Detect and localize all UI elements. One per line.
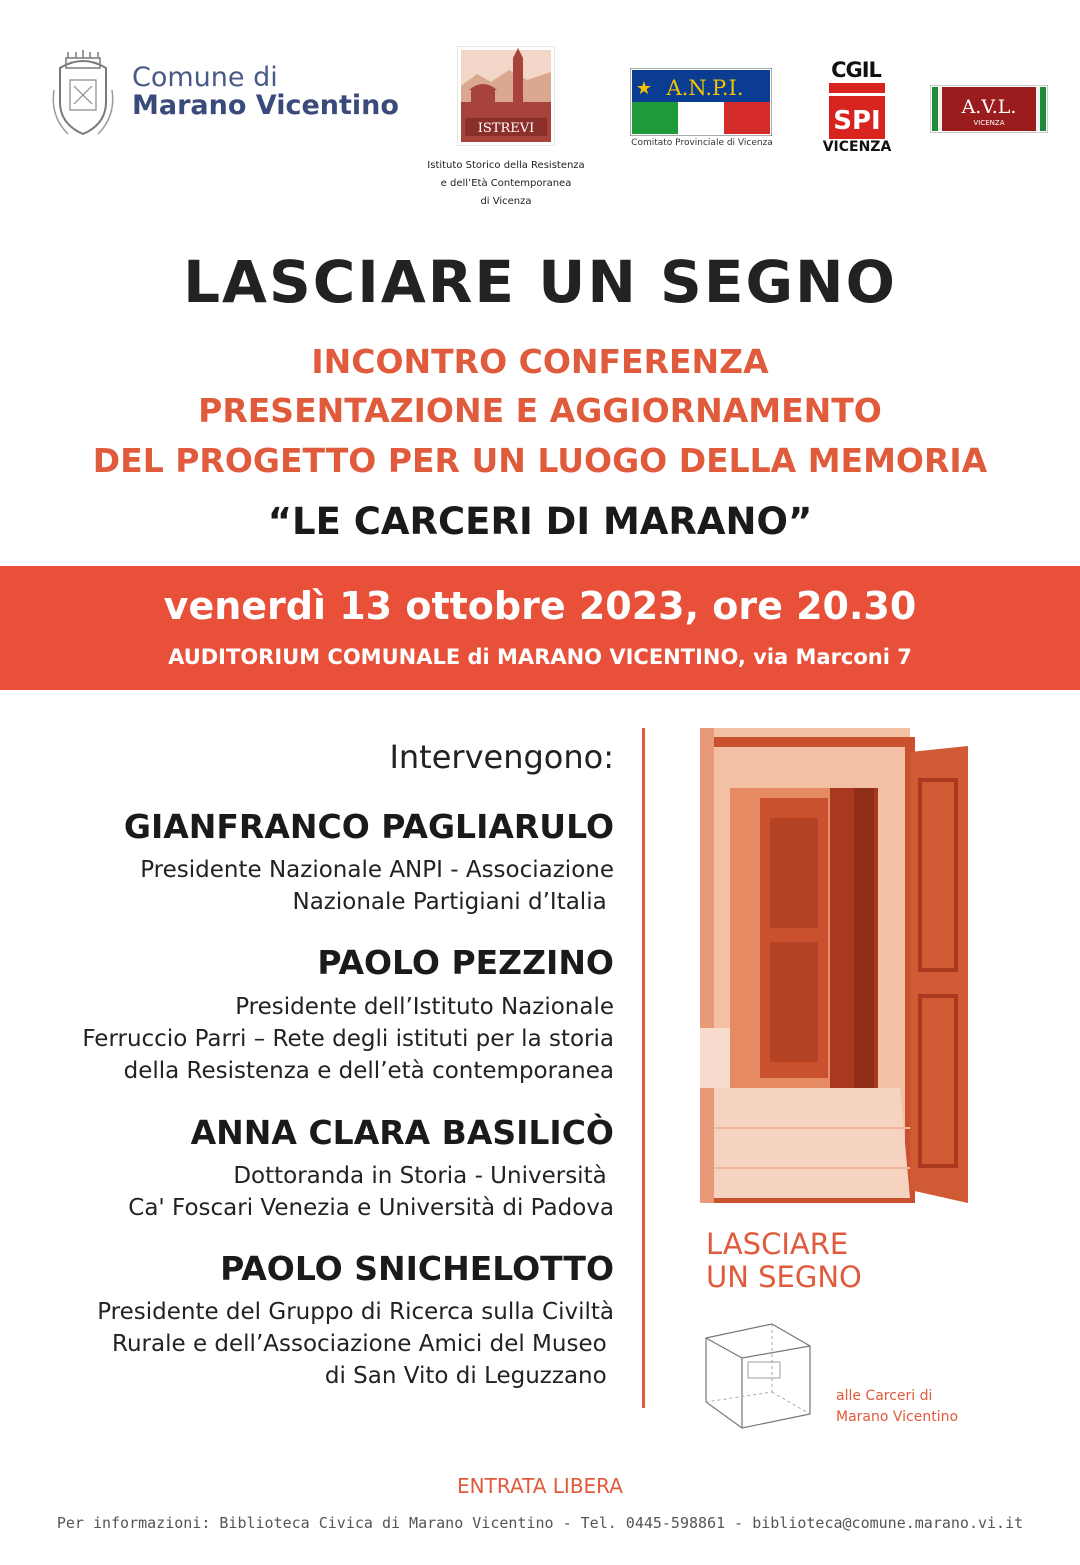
comune-name-line1: Comune di (132, 62, 278, 93)
speaker-name: ANNA CLARA BASILICÒ (190, 1113, 614, 1152)
prison-door-photo (700, 728, 968, 1203)
avl-logo (930, 85, 1048, 133)
cgil-label: CGIL (831, 58, 881, 82)
speaker-name: PAOLO PEZZINO (317, 943, 614, 982)
istrevi-caption-line: di Vicenza (480, 196, 532, 207)
avl-label: A.V.L. (961, 96, 1017, 118)
spi-logo (829, 83, 885, 139)
speaker-role: Presidente dell’Istituto Nazionale Ferruccio Parri – Rete degli istituti per la storia della Resistenza e dell’età contemporanea (82, 994, 614, 1084)
subtitle-line: PRESENTAZIONE E AGGIORNAMENTO (198, 391, 882, 430)
speaker-name: PAOLO SNICHELOTTO (220, 1249, 614, 1288)
cube-sketch-icon (702, 1318, 814, 1430)
subtitle-line: DEL PROGETTO PER UN LUOGO DELLA MEMORIA (92, 441, 988, 480)
project-name: “LE CARCERI DI MARANO” (267, 500, 813, 543)
star-icon: ★ (635, 78, 653, 99)
istrevi-logo (457, 46, 555, 146)
anpi-caption: Comitato Provinciale di Vicenza (631, 138, 773, 148)
cgil-sub-label: VICENZA (822, 139, 892, 155)
speaker-role: Presidente Nazionale ANPI - Associazione Nazionale Partigiani d’Italia (140, 857, 614, 915)
book-title: LASCIARE UN SEGNO (706, 1227, 862, 1294)
speakers-intro: Intervengono: (389, 738, 614, 776)
book-caption: alle Carceri di Marano Vicentino (836, 1388, 959, 1425)
page-title: LASCIARE UN SEGNO (183, 248, 897, 316)
avl-sub: VICENZA (973, 119, 1005, 127)
speaker-name: GIANFRANCO PAGLIARULO (123, 807, 614, 846)
anpi-logo (630, 68, 772, 136)
comune-name-line2: Marano Vicentino (132, 90, 399, 121)
spi-mark: SPI (833, 106, 881, 136)
contact-info: Per informazioni: Biblioteca Civica di Marano Vicentino - Tel. 0445-598861 - biblioteca@comune.marano.vi.it (56, 1514, 1024, 1532)
comune-crest-logo (50, 50, 116, 140)
istrevi-caption-line: e dell’Età Contemporanea (440, 178, 572, 189)
free-entry: ENTRATA LIBERA (457, 1474, 623, 1498)
istrevi-caption-line: Istituto Storico della Resistenza (427, 160, 585, 171)
istrevi-label: ISTREVI (477, 121, 535, 136)
istrevi-caption (420, 157, 592, 211)
speaker-role: Dottoranda in Storia - Università Ca' Foscari Venezia e Università di Padova (128, 1163, 614, 1221)
event-place: AUDITORIUM COMUNALE di MARANO VICENTINO, via Marconi 7 (168, 645, 912, 669)
event-date: venerdì 13 ottobre 2023, ore 20.30 (163, 584, 917, 628)
divider-line (642, 728, 645, 1408)
subtitle-line: INCONTRO CONFERENZA (311, 342, 769, 381)
speaker-role: Presidente del Gruppo di Ricerca sulla Civiltà Rurale e dell’Associazione Amici del Museo di San Vito di Leguzzano (97, 1299, 614, 1389)
anpi-label: A.N.P.I. (666, 76, 744, 100)
